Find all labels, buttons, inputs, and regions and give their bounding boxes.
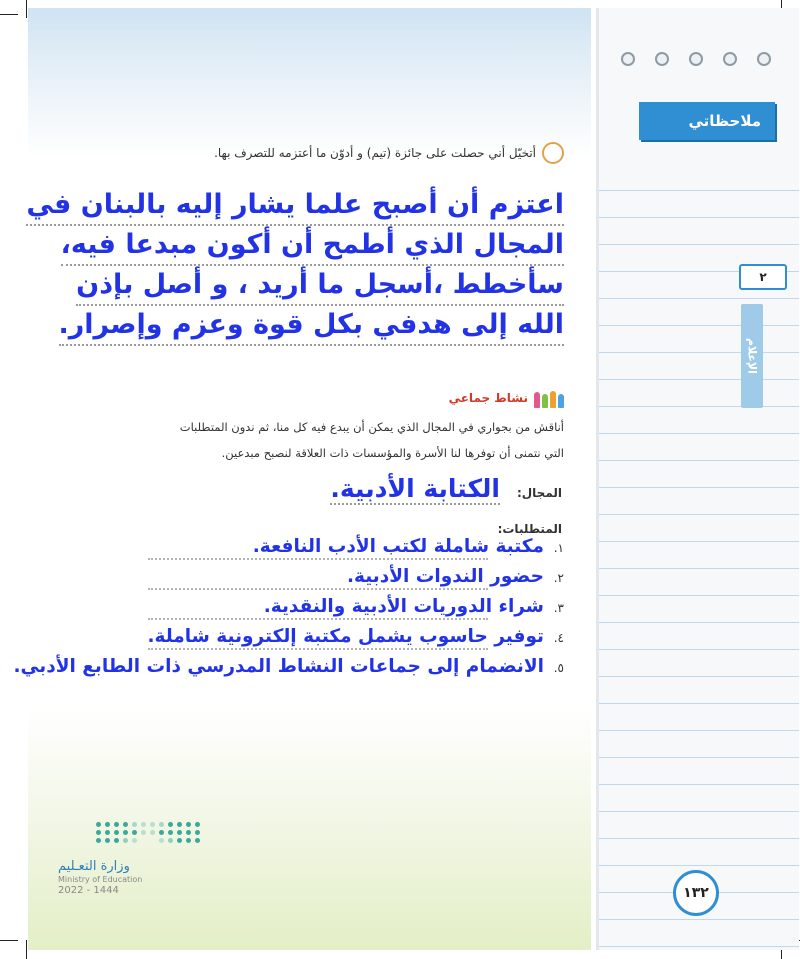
activity-title (449, 388, 564, 408)
requirement-number: ٣. (553, 601, 564, 615)
unit-tab[interactable] (741, 304, 763, 408)
requirement-text: مكتبة شاملة لكتب الأدب النافعة. (252, 536, 544, 557)
requirement-item (147, 626, 564, 647)
unit-tab-label: الإعلام (745, 338, 759, 374)
binder-rings (621, 52, 771, 66)
page-number: ١٣٢ (673, 870, 719, 916)
requirement-text: الانضمام إلى جماعات النشاط المدرسي ذات الطابع الأدبي. (13, 656, 544, 677)
field-value: الكتابة الأدبية. (330, 474, 500, 503)
ministry-logo (58, 822, 188, 896)
requirement-item (264, 596, 564, 617)
requirement-text: شراء الدوريات الأدبية والنقدية. (263, 596, 544, 617)
edition-year: 2022 - 1444 (58, 885, 119, 896)
requirement-item (14, 656, 564, 677)
requirement-number: ٢. (553, 571, 564, 585)
handwritten-line: المجال الذي أطمح أن أكون مبدعا فيه، (61, 226, 564, 266)
dotted-answer-line (148, 558, 488, 560)
dotted-answer-line (148, 588, 488, 590)
requirements-label: المتطلبات: (497, 522, 562, 536)
ring-icon (621, 52, 635, 66)
crop-mark (26, 940, 27, 959)
requirement-text: حضور الندوات الأدبية. (346, 566, 544, 587)
notes-label: ملاحظاتي (639, 102, 775, 140)
ring-icon (655, 52, 669, 66)
group-activity-icon (534, 388, 564, 408)
logo-dots-icon (96, 822, 188, 843)
activity-paragraph-line: أناقش من بجواري في المجال الذي يمكن أن يبدع فيه كل منا، ثم ندون المتطلبات (179, 420, 564, 434)
requirement-text: توفير حاسوب يشمل مكتبة إلكترونية شاملة. (147, 626, 544, 647)
ministry-name-en: Ministry of Education (58, 875, 143, 884)
field-label: المجال: (516, 486, 562, 500)
activity-title-text: نشاط جماعي (448, 391, 528, 405)
crop-mark (0, 14, 18, 15)
handwritten-line: الله إلى هدفي بكل قوة وعزم وإصرار. (59, 306, 565, 346)
ring-icon (723, 52, 737, 66)
handwritten-line: سأخطط ،أسجل ما أريد ، و أصل بإذن (76, 266, 564, 306)
requirement-number: ٤. (553, 631, 564, 645)
requirement-number: ٥. (553, 661, 564, 675)
unit-number-box: ٢ (739, 264, 787, 290)
crop-mark (26, 0, 27, 18)
requirement-number: ١. (553, 541, 564, 555)
notes-sidebar (596, 8, 799, 950)
ring-icon (757, 52, 771, 66)
instruction-text: أتخيّل أني حصلت على جائزة (تيم) و أدوّن ما أعتزمه للتصرف بها. (214, 146, 536, 160)
dotted-answer-line (148, 648, 488, 650)
handwritten-line: اعتزم أن أصبح علما يشار إليه بالبنان في (26, 186, 564, 226)
speech-bubble-icon (542, 142, 564, 164)
requirement-item (253, 536, 564, 557)
ministry-name-ar: وزارة التعـليم (58, 859, 130, 874)
dotted-answer-line (148, 618, 488, 620)
instruction-line (214, 142, 564, 164)
requirement-item (347, 566, 564, 587)
ring-icon (689, 52, 703, 66)
activity-paragraph-line: التي نتمنى أن توفرها لنا الأسرة والمؤسسات ذات العلاقة لنصبح مبدعين. (221, 446, 564, 460)
crop-mark (0, 940, 18, 941)
